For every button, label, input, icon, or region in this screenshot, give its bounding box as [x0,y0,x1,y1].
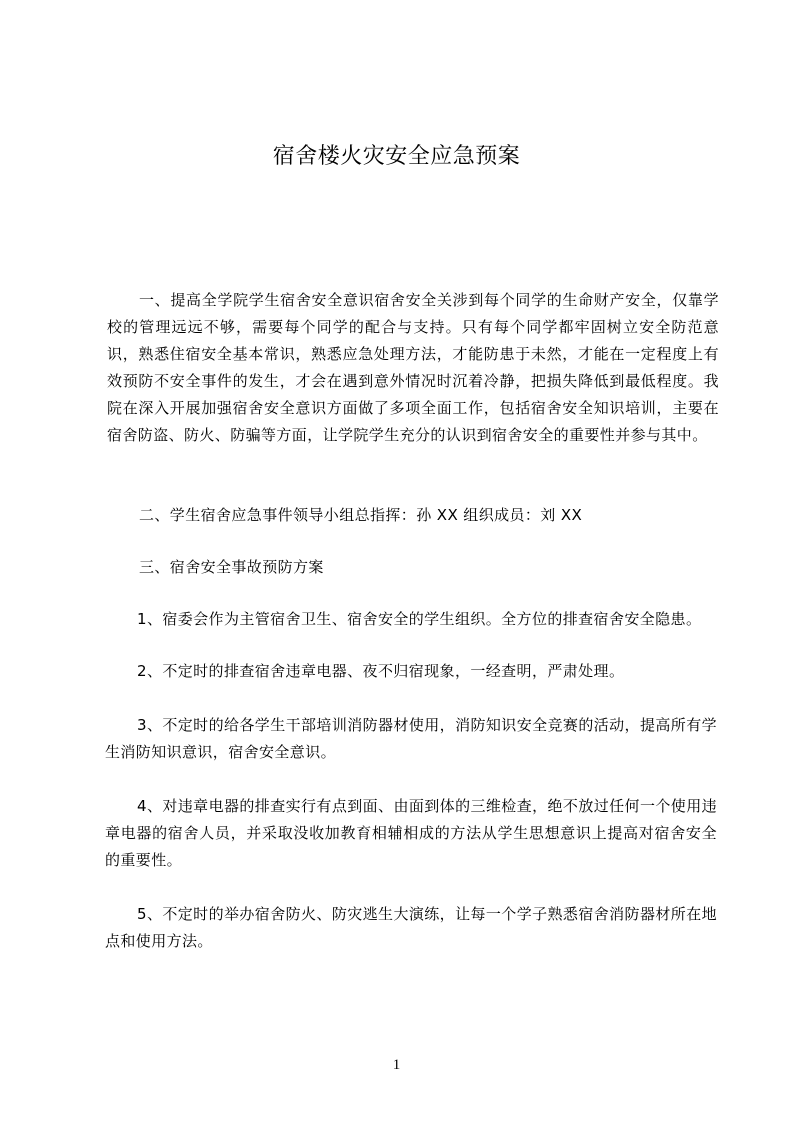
page-title: 宿舍楼火灾安全应急预案 [272,144,521,169]
paragraph-8: 5、不定时的举办宿舍防火、防灾逃生大演练，让每一个学子熟悉宿舍消防器材所在地点和使用方法。 [105,905,717,950]
paragraph-1: 一、提高全学院学生宿舍安全意识宿舍安全关涉到每个同学的生命财产安全，仅靠学校的管理远远不够，需要每个同学的配合与支持。只有每个同学都牢固树立安全防范意识，熟悉住宿安全基本常识，熟悉应急处理方法，才能防患于未然，才能在一定程度上有效预防不安全事件的发生，才会在遇到意外情况时沉着冷静，把损失降低到最低程度。我院在深入开展加强宿舍安全意识方面做了多项全面工作，包括宿舍安全知识培训，主要在宿舍防盗、防火、防骗等方面，让学院学生充分的认识到宿舍安全的重要性并参与其中。 [107,291,719,444]
paragraph-6: 3、不定时的给各学生干部培训消防器材使用，消防知识安全竞赛的活动，提高所有学生消防知识意识，宿舍安全意识。 [105,716,717,761]
paragraph-5: 2、不定时的排查宿舍违章电器、夜不归宿现象，一经查明，严肃处理。 [137,662,625,680]
paragraph-3: 三、宿舍安全事故预防方案 [139,558,324,576]
page-number: 1 [392,1057,401,1073]
paragraph-7: 4、对违章电器的排查实行有点到面、由面到体的三维检查，绝不放过任何一个使用违章电器的宿舍人员，并采取没收加教育相辅相成的方法从学生思想意识上提高对宿舍安全的重要性。 [105,797,717,869]
paragraph-2: 二、学生宿舍应急事件领导小组总指挥：孙 XX 组织成员：刘 XX [139,506,583,524]
paragraph-4: 1、宿委会作为主管宿舍卫生、宿舍安全的学生组织。全方位的排查宿舍安全隐患。 [137,610,702,628]
